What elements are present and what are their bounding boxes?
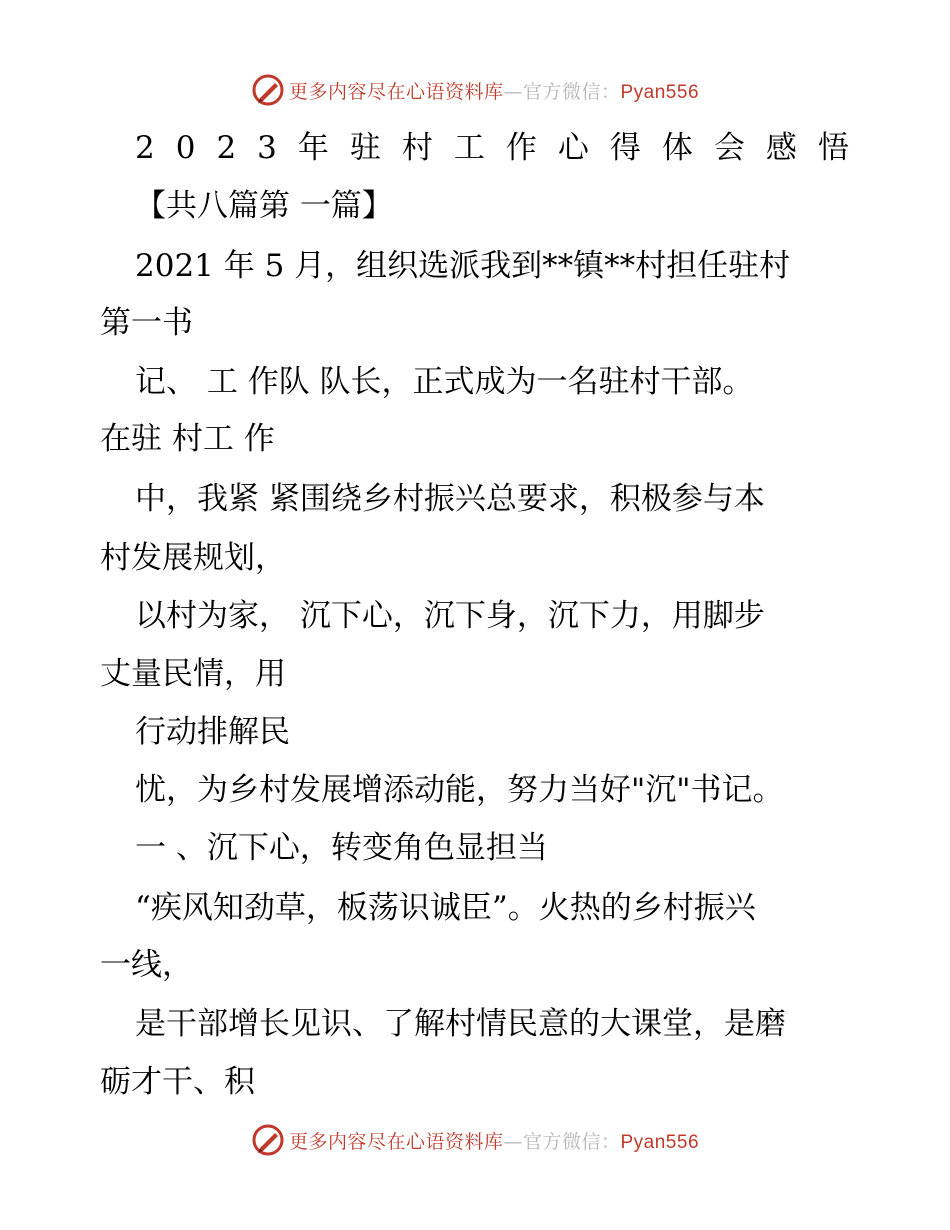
paragraph-line: 以村为家， 沉下心，沉下身，沉下力，用脚步 (135, 598, 765, 634)
watermark-brand: 更多内容尽在心语资料库 (288, 1130, 504, 1153)
paragraph-line: 是干部增长见识、了解村情民意的大课堂，是磨 (135, 1006, 786, 1042)
paragraph-line: 村发展规划， (100, 540, 286, 576)
watermark-official-label: 官方微信： (522, 1130, 621, 1153)
document-title: 2023年驻村工作心得体会感悟 (135, 130, 870, 166)
watermark-wechat-id: Pyan556 (620, 81, 700, 103)
watermark-dash: — (503, 1130, 523, 1153)
paragraph-line: 第一书 (100, 305, 193, 341)
watermark-brand: 更多内容尽在心语资料库 (288, 80, 504, 103)
watermark-official-label: 官方微信： (522, 80, 621, 103)
watermark-wechat-id: Pyan556 (620, 1131, 700, 1153)
pen-logo-icon (251, 1123, 285, 1157)
paragraph-line: 丈量民情，用 (100, 656, 286, 692)
paragraph-line: 在驻 村工 作 (100, 421, 275, 457)
document-subtitle: 【共八篇第 一篇】 (135, 188, 393, 224)
paragraph-line: 记、 工 作队 队长，正式成为一名驻村干部。 (135, 364, 754, 400)
footer-watermark (0, 1120, 950, 1160)
pen-logo-icon (251, 73, 285, 107)
section-heading: 一 、沉下心，转变角色显担当 (135, 830, 548, 866)
paragraph-line: 一线， (100, 947, 193, 983)
watermark-dash: — (503, 80, 523, 103)
paragraph-line: 忧，为乡村发展增添动能，努力当好"沉"书记。 (135, 772, 784, 808)
paragraph-line: 行动排解民 (135, 714, 290, 750)
paragraph-line: 砺才干、积 (100, 1064, 255, 1100)
paragraph-line: 中，我紧 紧围绕乡村振兴总要求，积极参与本 (135, 481, 765, 517)
header-watermark (0, 70, 950, 110)
paragraph-line: “疾风知劲草，板荡识诚臣”。火热的乡村振兴 (135, 890, 756, 926)
paragraph-line: 2021 年 5 月，组织选派我到**镇**村担任驻村 (135, 248, 791, 284)
